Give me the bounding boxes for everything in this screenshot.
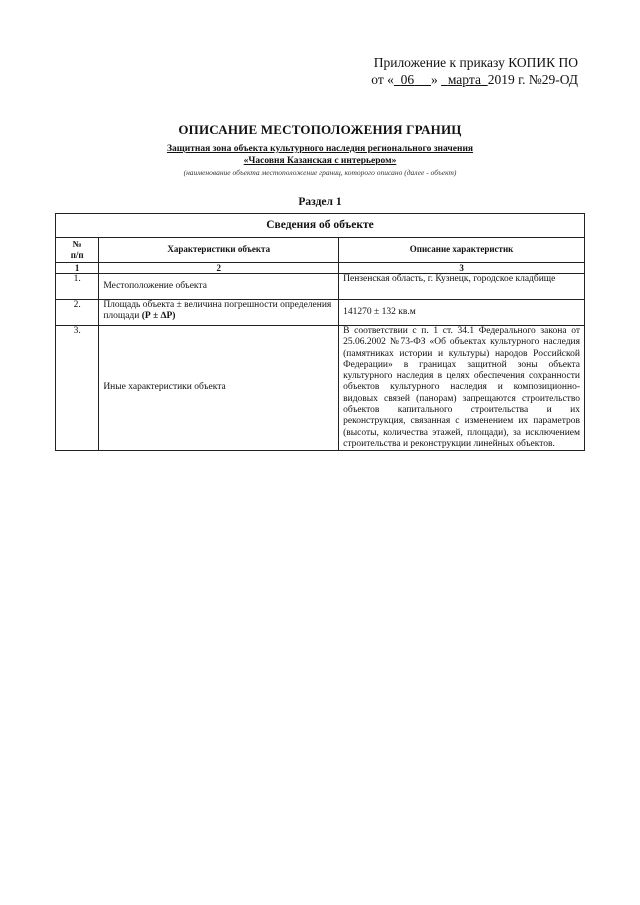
annex-date-suffix: 2019 г. №29-ОД [487,72,578,87]
annex-line-2 [278,71,578,88]
table-row [56,274,585,300]
document-title: ОПИСАНИЕ МЕСТОПОЛОЖЕНИЯ ГРАНИЦ [178,122,462,137]
table-caption-row [56,214,585,238]
column-number-row [56,263,585,274]
col-number-1: 1 [56,263,99,274]
row-characteristic: Местоположение объекта [99,274,339,300]
order-annex-header [278,54,578,88]
section-title: Раздел 1 [298,196,342,208]
row-description: Пензенская область, г. Кузнецк, городское кладбище [339,274,585,300]
col-number-2: 2 [99,263,339,274]
object-subtitle-line-1: Защитная зона объекта культурного наследия регионального значения [166,144,474,154]
object-subtitle-line-2: «Часовня Казанская с интерьером» [243,156,397,166]
table-row [56,326,585,451]
annex-month: марта [447,72,481,87]
row-number: 3. [56,326,99,451]
col-number-3: 3 [339,263,585,274]
row-number: 1. [56,274,99,300]
table-header-row [56,238,585,263]
table-row [56,300,585,326]
col-header-number: № п/п [56,238,99,263]
row-number: 2. [56,300,99,326]
annex-line-1: Приложение к приказу КОПИК ПО [373,55,578,70]
table-caption: Сведения об объекте [56,214,585,238]
col-header-description: Описание характеристик [339,238,585,263]
annex-date-prefix: от « [371,72,394,87]
object-info-table [55,213,585,451]
col-header-characteristic: Характеристики объекта [99,238,339,263]
annex-date-mid: » [430,72,438,87]
annex-day: 06 [400,72,415,87]
row-characteristic: Иные характеристики объекта [99,326,339,451]
object-subtitle-hint: (наименование объекта местоположение границ, которого описано (далее - объект) [183,168,457,177]
row-description: В соответствии с п. 1 ст. 34.1 Федерального закона от 25.06.2002 №73-ФЗ «Об объектах культурного наследия (памятниках истории и культуры) народов Российской Федерации» в границах защитной зоны объекта культурного наследия в целях обеспечения сохранности объектов культурного наследия и композиционно-видовых связей (панорам) запрещаются строительство объектов капитального строительства и их реконструкция, связанная с изменением их параметров (высоты, количества этажей, площади), за исключением строительства и реконструкции линейных объектов. [339,326,585,451]
row-description: 141270 ± 132 кв.м [339,300,585,326]
row-characteristic: Площадь объекта ± величина погрешности определения площади (Р ± ∆Р) [99,300,339,326]
